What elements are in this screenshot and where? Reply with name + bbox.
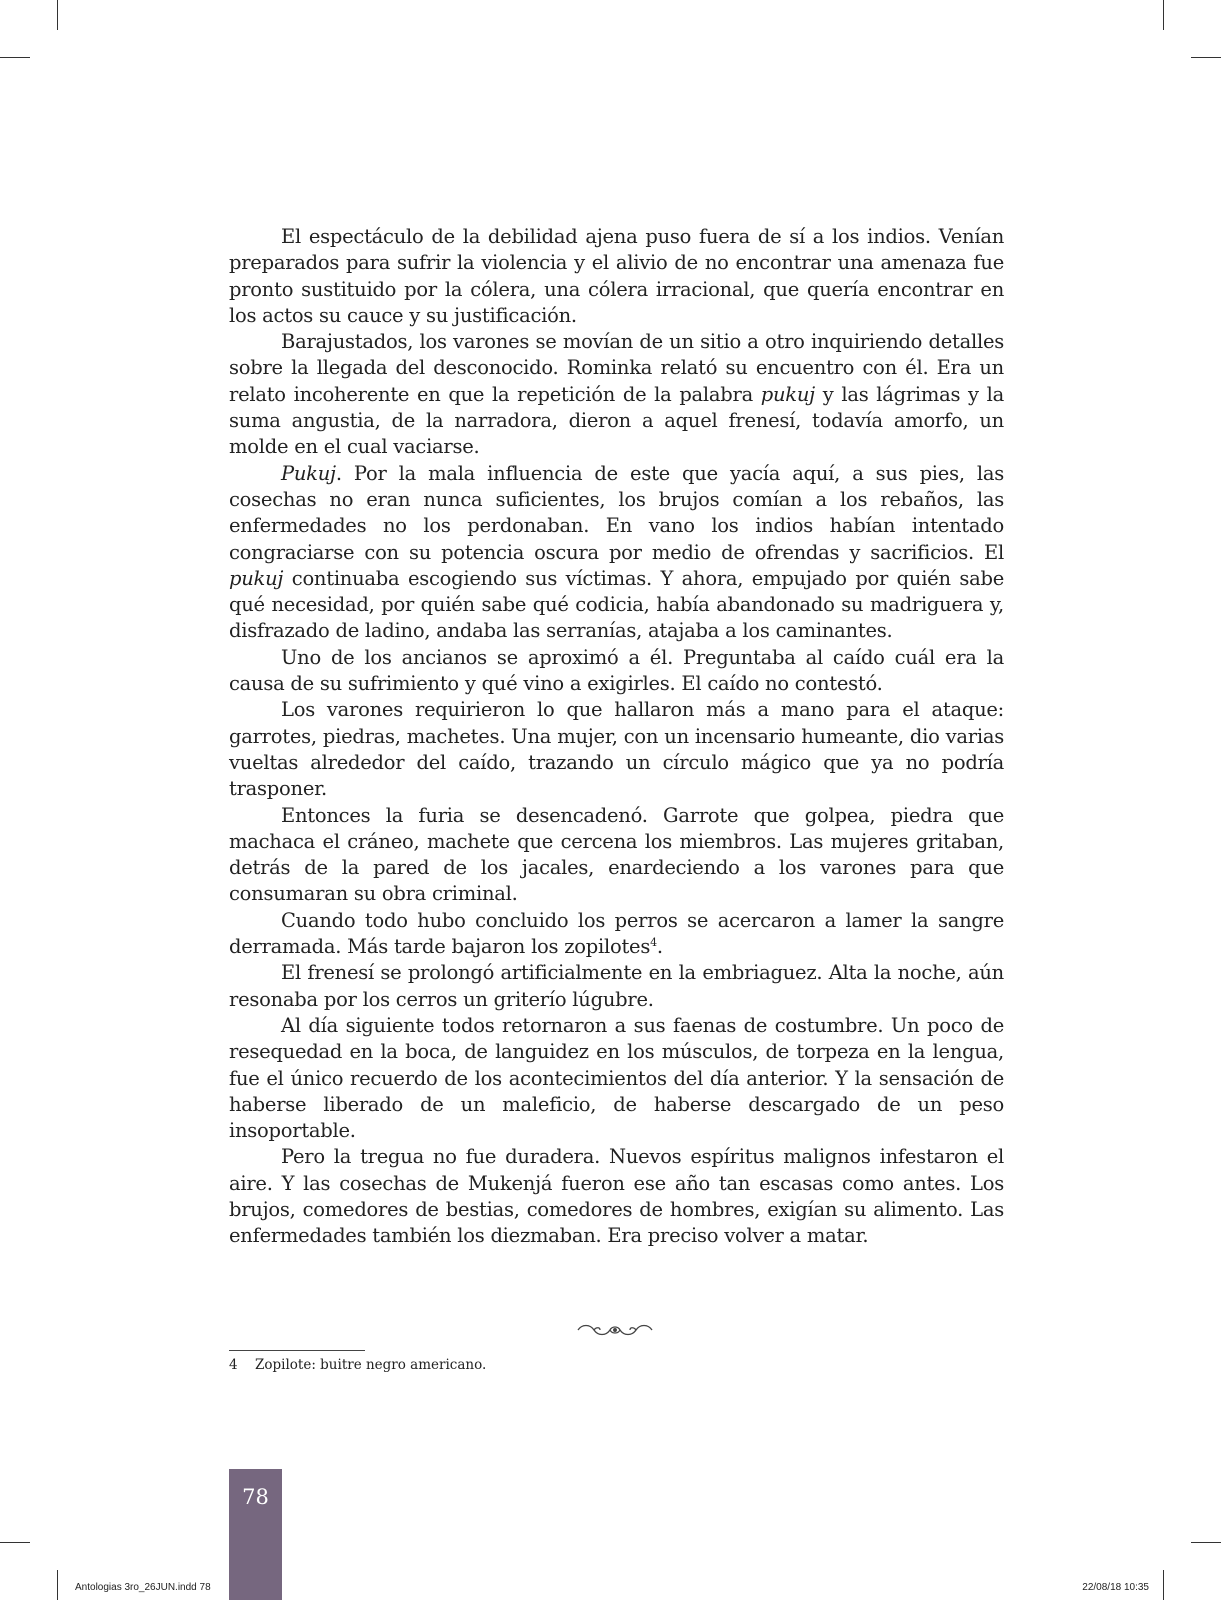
decorative-flourish-icon	[576, 1322, 654, 1338]
paragraph	[229, 645, 1004, 698]
paragraph	[229, 803, 1004, 908]
paragraph-text: Uno de los ancianos se aproximó a él. Preguntaba al caído cuál era la causa de su sufrimiento y qué vino a exigirles. El caído no contestó.	[229, 645, 1004, 696]
page-number: 78	[242, 1485, 269, 1509]
crop-mark	[1163, 1570, 1164, 1600]
paragraph-text: y las lágrimas y la suma angustia, de la narradora, dieron a aquel frenesí, todavía amorfo, un molde en el cual vaciarse.	[229, 382, 1004, 459]
italic-term: pukuj	[229, 566, 284, 590]
paragraph-text: Los varones requirieron lo que hallaron más a mano para el ataque: garrotes, piedras, machetes. Una mujer, con un incensario humeante, dio varias vueltas alrededor del caído, trazando un círculo mágico que ya no podría trasponer.	[229, 698, 1004, 801]
paragraph-text: Pero la tregua no fue duradera. Nuevos espíritus malignos infestaron el aire. Y las cosechas de Mukenjá fueron ese año tan escasas como antes. Los brujos, comedores de bestias, comedores de hombres, exigían su alimento. Las enfermedades también los diezmaban. Era preciso volver a matar.	[229, 1145, 1004, 1248]
paragraph	[229, 329, 1004, 460]
crop-mark	[0, 57, 30, 58]
paragraph	[229, 1013, 1004, 1144]
crop-mark	[57, 1570, 58, 1600]
paragraph	[229, 960, 1004, 1013]
paragraph-text: El frenesí se prolongó artificialmente en la embriaguez. Alta la noche, aún resonaba por los cerros un griterío lúgubre.	[229, 961, 1004, 1011]
italic-term: pukuj	[760, 382, 815, 406]
paragraph-text: Barajustados, los varones se movían de un sitio a otro inquiriendo detalles sobre la llegada del desconocido. Rominka relató su encuentro con él. Era un relato incoherente en que la repetición de la palabra	[229, 330, 1004, 406]
paragraph-text: Entonces la furia se desencadenó. Garrote que golpea, piedra que machaca el cráneo, machete que cercena los miembros. Las mujeres gritaban, detrás de la pared de los jacales, enardeciendo a los varones para que consumaran su obra criminal.	[229, 803, 1004, 906]
paragraph-text: continuaba escogiendo sus víctimas. Y ahora, empujado por quién sabe qué necesidad, por quién sabe qué codicia, había abandonado su madriguera y, disfrazado de ladino, andaba las serranías, atajaba a los caminantes.	[229, 566, 1004, 643]
paragraph-text: .	[656, 935, 663, 959]
paragraph-text: Cuando todo hubo concluido los perros se acercaron a lamer la sangre derramada. Más tarde bajaron los zopilotes	[229, 908, 1004, 959]
crop-mark	[0, 1542, 30, 1543]
italic-term: Pukuj	[281, 461, 336, 485]
story-body	[229, 224, 1004, 1250]
footnote-text: Zopilote: buitre negro americano.	[255, 1357, 487, 1373]
crop-mark	[1191, 57, 1221, 58]
print-slug-datetime: 22/08/18 10:35	[1082, 1582, 1149, 1593]
paragraph-text: Al día siguiente todos retornaron a sus faenas de costumbre. Un poco de resequedad en la boca, de languidez en los músculos, de torpeza en la lengua, fue el único recuerdo de los acontecimientos del día anterior. Y la sensación de haberse liberado de un maleficio, de haberse descargado de un peso insoportable.	[229, 1013, 1004, 1143]
paragraph	[229, 908, 1004, 961]
footnote-reference: 4	[650, 936, 657, 950]
paragraph-text: El espectáculo de la debilidad ajena puso fuera de sí a los indios. Venían preparados para sufrir la violencia y el alivio de no encontrar una amenaza fue pronto sustituido por la cólera, una cólera irracional, que quería encontrar en los actos su cauce y su justificación.	[229, 225, 1004, 327]
crop-mark	[1163, 0, 1164, 30]
crop-mark	[57, 0, 58, 30]
footnote-divider	[229, 1350, 365, 1351]
paragraph-text: . Por la mala influencia de este que yacía aquí, a sus pies, las cosechas no eran nunca suficientes, los brujos comían a los rebaños, las enfermedades no los perdonaban. En vano los indios habían intentado congraciarse con su potencia oscura por medio de ofrendas y sacrificios. El	[229, 461, 1004, 564]
paragraph	[229, 461, 1004, 645]
footnote	[229, 1357, 486, 1373]
paragraph	[229, 224, 1004, 329]
paragraph	[229, 697, 1004, 802]
page-number-box	[229, 1469, 282, 1600]
paragraph	[229, 1144, 1004, 1249]
print-slug-file: Antologias 3ro_26JUN.indd 78	[75, 1582, 211, 1593]
footnote-number: 4	[229, 1357, 238, 1373]
crop-mark	[1191, 1542, 1221, 1543]
